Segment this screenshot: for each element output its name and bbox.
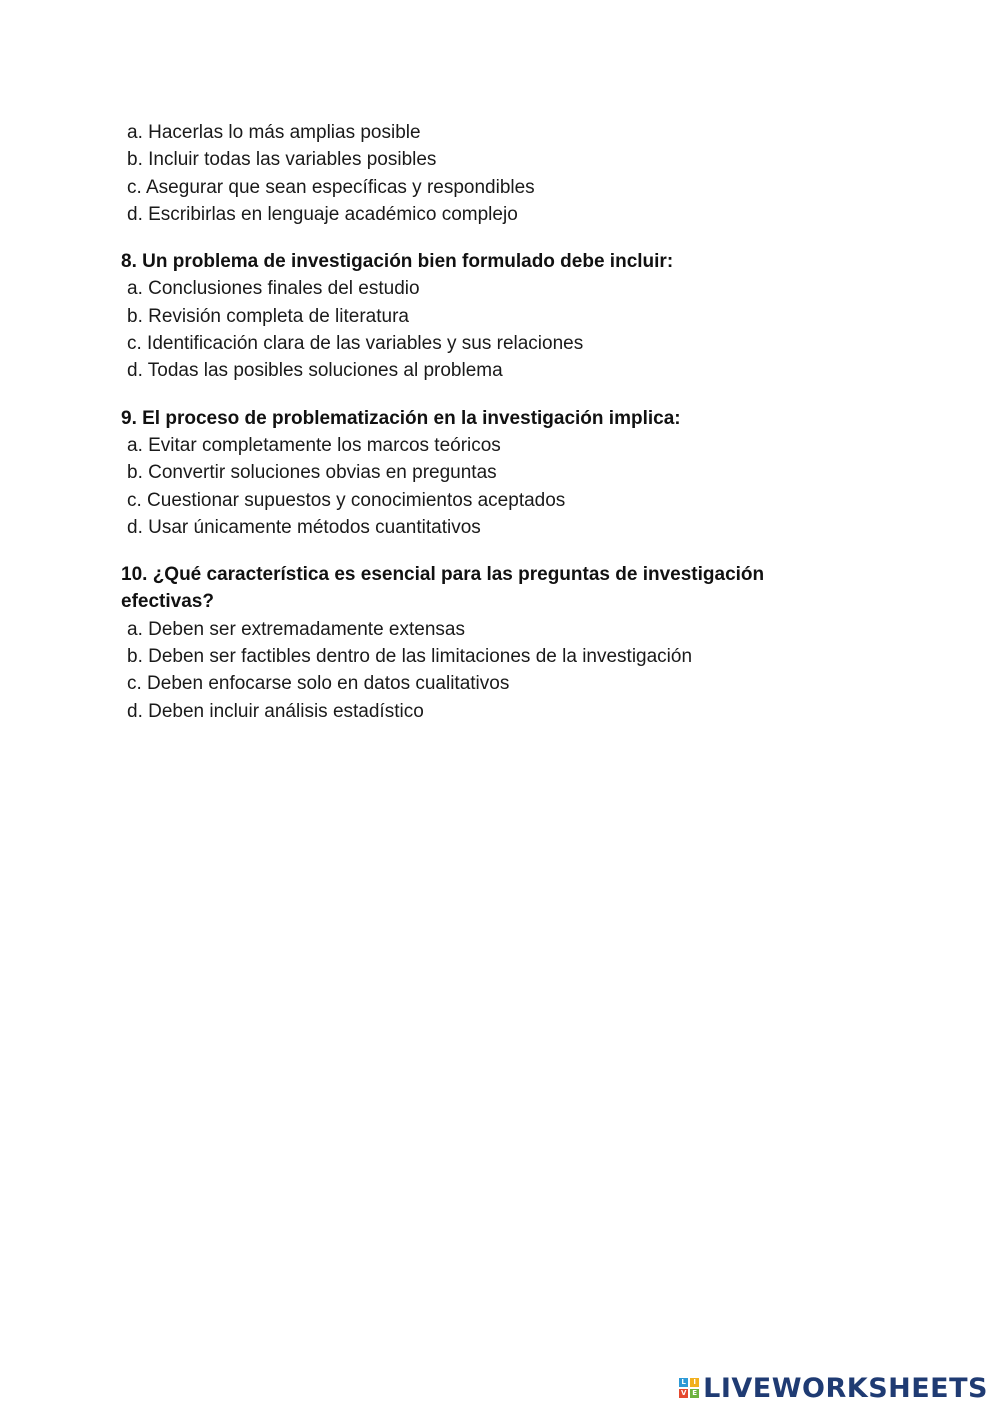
option-c[interactable]: c. Deben enfocarse solo en datos cualitativos [127,673,510,695]
option-b[interactable]: b. Deben ser factibles dentro de las limitaciones de la investigación [127,646,693,668]
logo-square-l: L [679,1378,688,1387]
option-c[interactable]: c. Asegurar que sean específicas y respondibles [127,176,535,198]
question-title: 9. El proceso de problematización en la investigación implica: [121,407,681,429]
options-list [121,275,841,384]
logo-square-v: V [680,1389,687,1397]
option-b[interactable]: b. Revisión completa de literatura [127,305,409,327]
logo-square-i: I [690,1378,699,1387]
logo-text: LIVEWORKSHEETS [703,1372,988,1404]
logo-squares-icon [679,1378,699,1398]
question-7 [121,119,841,228]
option-d[interactable]: d. Todas las posibles soluciones al problema [127,360,503,382]
logo-square-e: E [690,1389,699,1398]
liveworksheets-logo [679,1370,988,1406]
question-9 [121,405,841,541]
option-c[interactable]: c. Cuestionar supuestos y conocimientos aceptados [127,489,566,511]
option-a[interactable]: a. Hacerlas lo más amplias posible [127,122,421,143]
options-list [121,432,841,541]
options-list [121,616,841,725]
option-a[interactable]: a. Deben ser extremadamente extensas [127,618,465,640]
question-list [121,119,841,745]
option-d[interactable]: d. Escribirlas en lenguaje académico complejo [127,203,518,225]
option-a[interactable]: a. Evitar completamente los marcos teóricos [127,434,501,456]
question-title: 10. ¿Qué característica es esencial para las preguntas de investigación efectivas? [121,564,765,613]
option-d[interactable]: d. Deben incluir análisis estadístico [127,700,424,722]
options-list [121,119,841,228]
question-10 [121,561,841,725]
option-d[interactable]: d. Usar únicamente métodos cuantitativos [127,516,481,538]
question-8 [121,248,841,384]
option-c[interactable]: c. Identificación clara de las variables y sus relaciones [127,333,584,355]
option-a[interactable]: a. Conclusiones finales del estudio [127,278,420,300]
question-title: 8. Un problema de investigación bien formulado debe incluir: [121,251,674,273]
option-b[interactable]: b. Convertir soluciones obvias en preguntas [127,462,497,484]
option-b[interactable]: b. Incluir todas las variables posibles [127,149,437,171]
